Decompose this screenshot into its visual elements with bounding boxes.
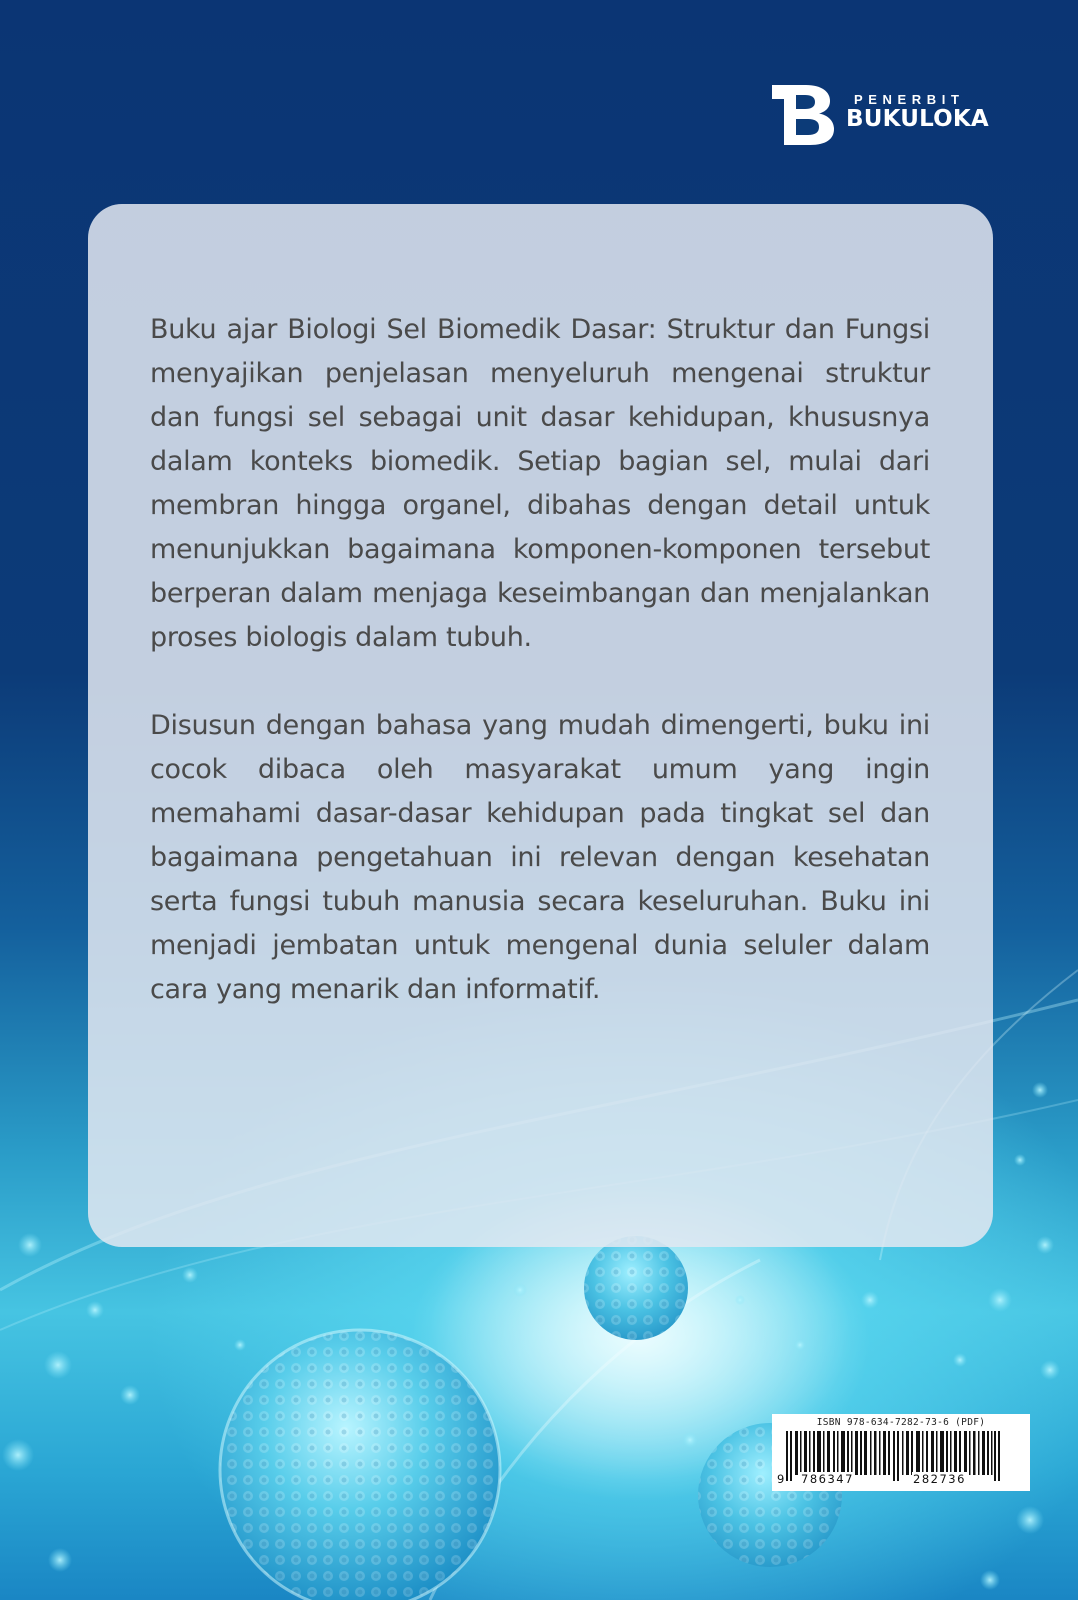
publisher-logo <box>772 85 992 145</box>
isbn-barcode <box>772 1414 1030 1491</box>
blurb-text <box>150 308 930 1012</box>
blurb-paragraph-1: Buku ajar Biologi Sel Biomedik Dasar: Struktur dan Fungsi menyajikan penjelasan menyeluruh mengenai struktur dan fungsi sel sebagai unit dasar kehidupan, khususnya dalam konteks biomedik. Setiap bagian sel, mulai dari membran hingga organel, dibahas dengan detail untuk menunjukkan bagaimana komponen-komponen tersebut berperan dalam menjaga keseimbangan dan menjalankan proses biologis dalam tubuh. <box>150 314 930 653</box>
bukuloka-b-logo-icon <box>772 85 838 145</box>
barcode-left-digits: 786347 <box>801 1472 854 1486</box>
publisher-name: BUKULOKA <box>846 106 989 132</box>
barcode-first-digit: 9 <box>777 1472 785 1486</box>
isbn-number: ISBN 978-634-7282-73-6 (PDF) <box>816 1417 986 1428</box>
blurb-panel <box>88 204 993 1247</box>
blurb-paragraph-2: Disusun dengan bahasa yang mudah dimengerti, buku ini cocok dibaca oleh masyarakat umum yang ingin memahami dasar-dasar kehidupan pada tingkat sel dan bagaimana pengetahuan ini relevan dengan kesehatan serta fungsi tubuh manusia secara keseluruhan. Buku ini menjadi jembatan untuk mengenal dunia seluler dalam cara yang menarik dan informatif. <box>150 710 930 1005</box>
barcode-right-digits: 282736 <box>913 1472 966 1486</box>
publisher-label: PENERBIT <box>854 92 965 107</box>
